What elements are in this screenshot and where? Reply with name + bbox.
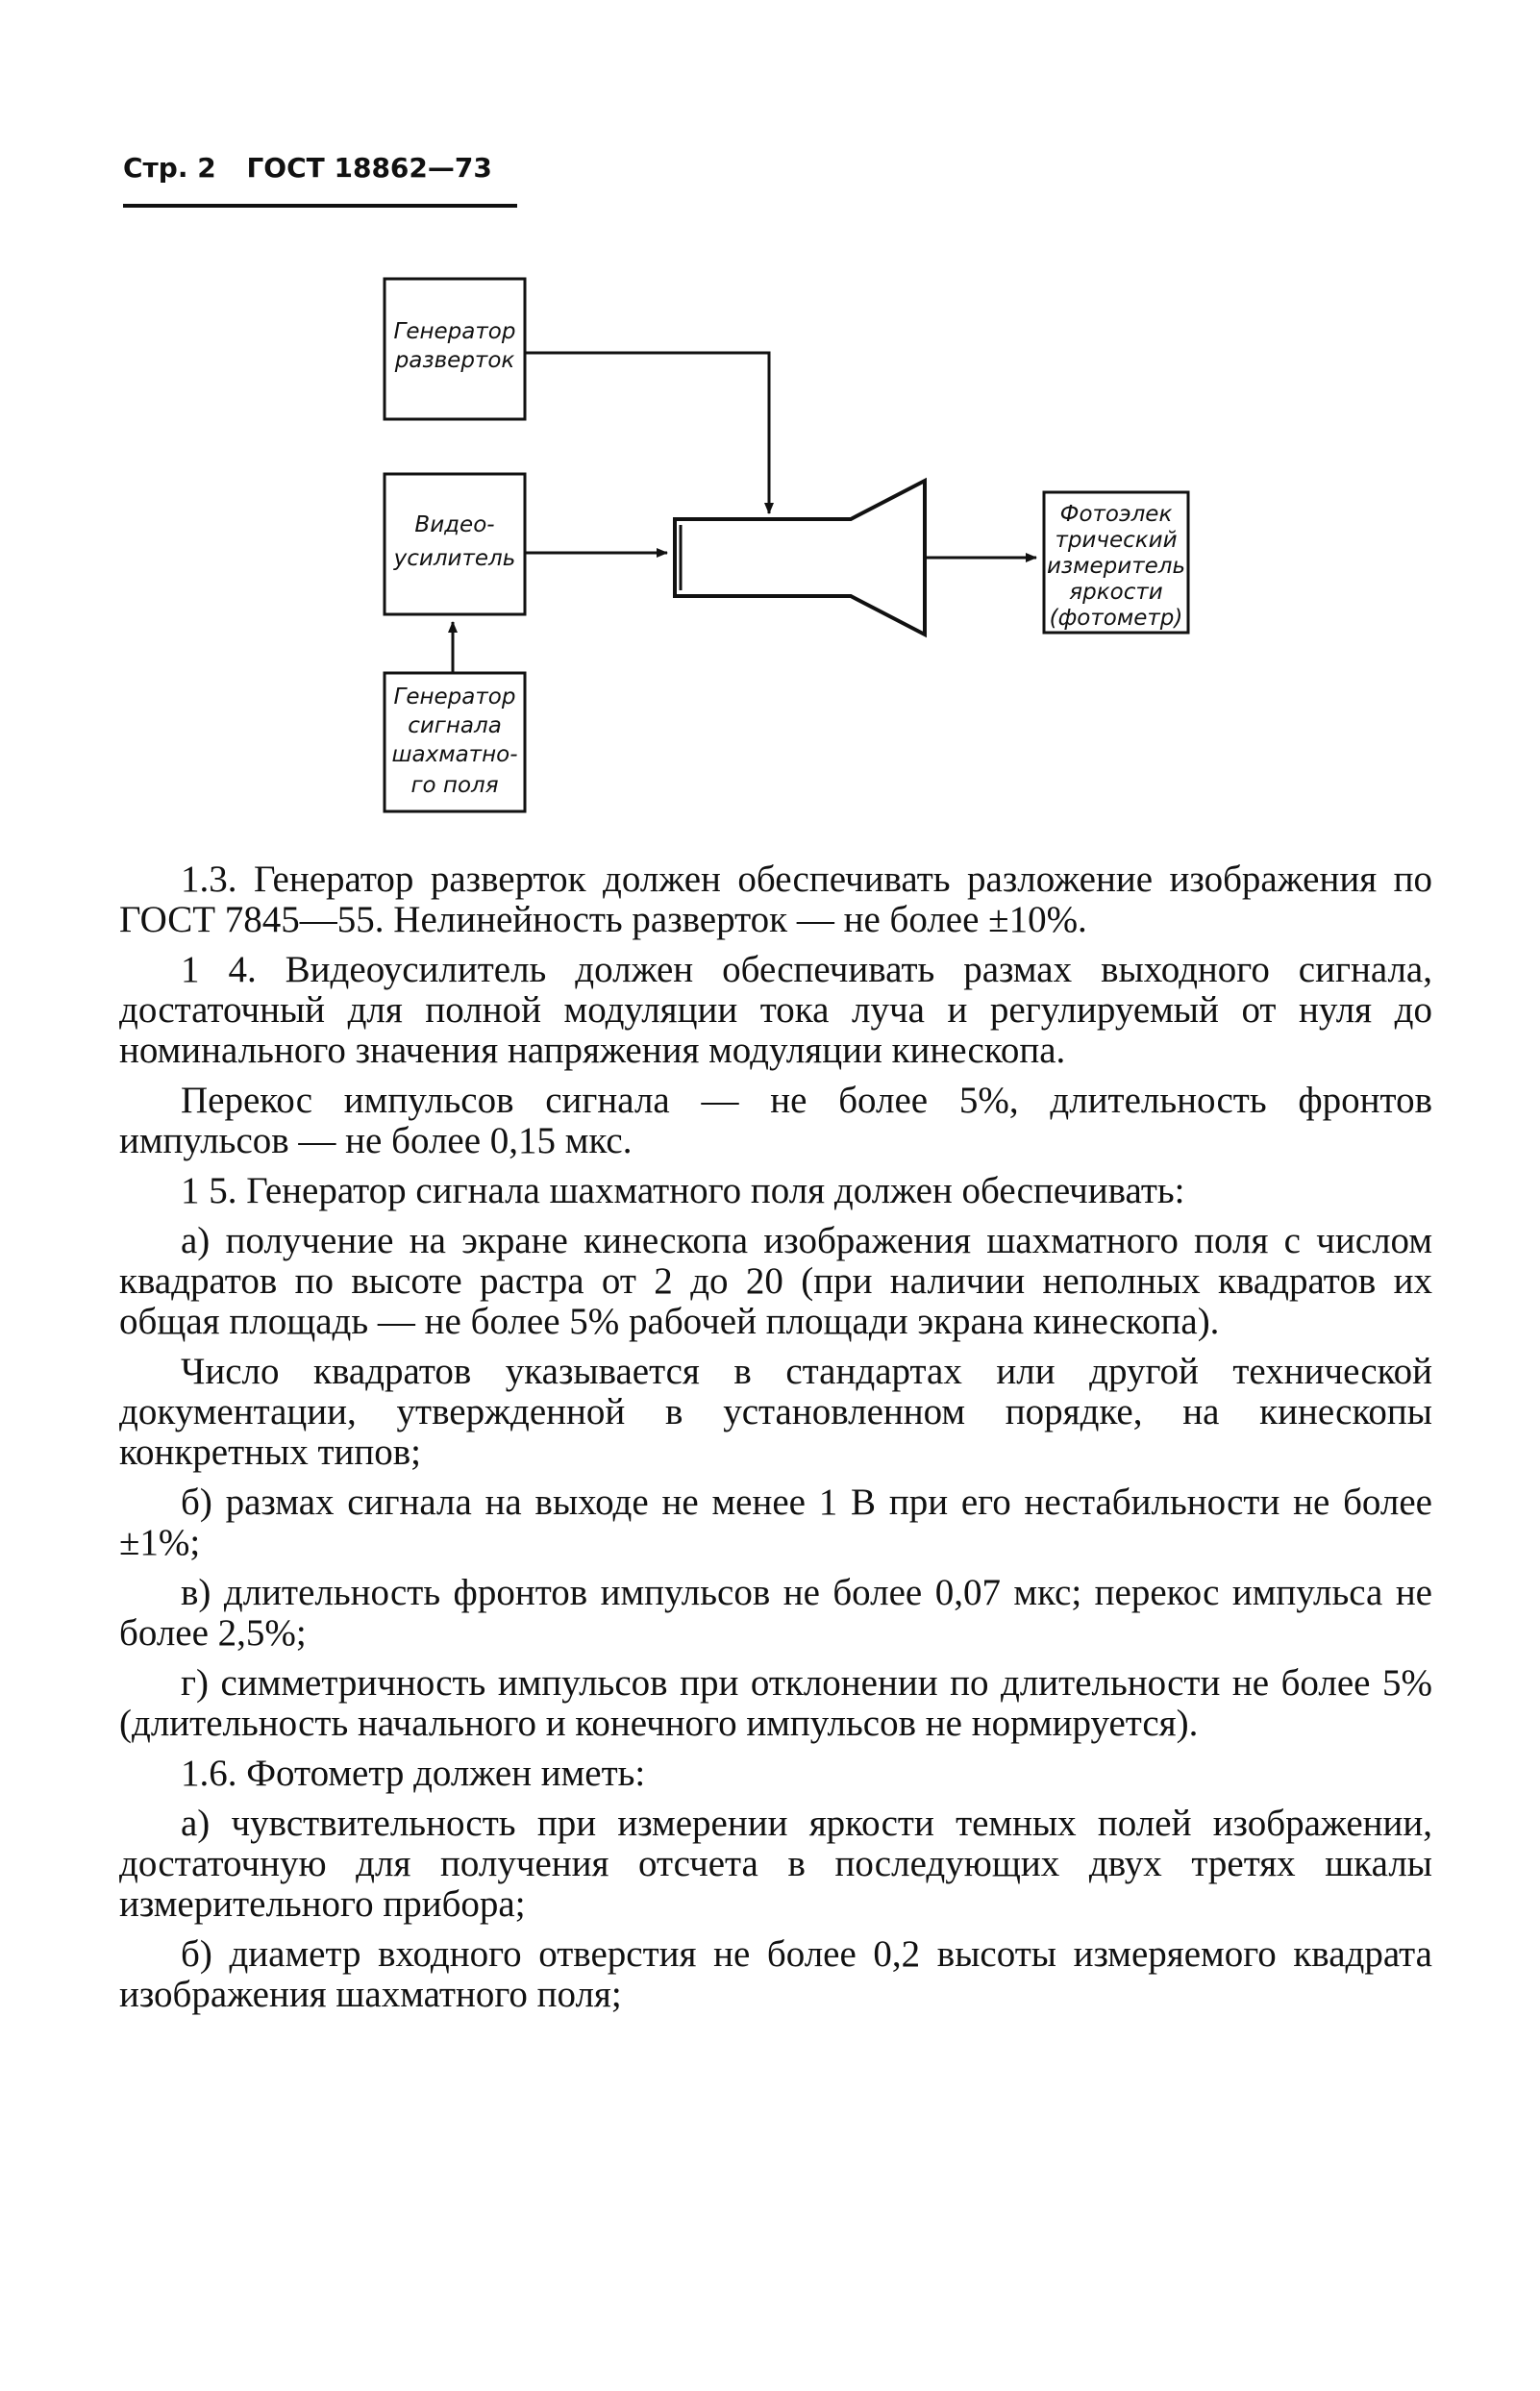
checker-generator-line-3: шахматно-	[391, 742, 518, 767]
standard-number: ГОСТ 18862—73	[246, 152, 492, 184]
video-amplifier-line-1: Видео-	[414, 512, 495, 537]
scan-generator-line-1: Генератор	[393, 319, 516, 344]
paragraph: Перекос импульсов сигнала — не более 5%, длительность фронтов импульсов — не более 0,15 мкс.	[119, 1080, 1432, 1161]
paragraph: г) симметричность импульсов при отклонении по длительности не более 5% (длительность начального и конечного импульсов не нормируется).	[119, 1662, 1432, 1744]
scan-to-tube-connector	[525, 353, 769, 513]
photometer-line-5: (фотометр)	[1049, 606, 1183, 631]
video-amplifier-block	[385, 474, 525, 614]
paragraph: 1.3. Генератор разверток должен обеспечивать разложение изображения по ГОСТ 7845—55. Нелинейность разверток — не более ±10%.	[119, 859, 1432, 940]
checker-generator-line-4: го поля	[410, 773, 499, 798]
block-diagram	[0, 0, 1540, 836]
photometer-line-1: Фотоэлек	[1059, 502, 1173, 527]
paragraph: а) чувствительность при измерении яркости темных полей изображении, достаточную для получения отсчета в последующих двух третях шкалы измерительного прибора;	[119, 1803, 1432, 1925]
scan-generator-block	[385, 279, 525, 419]
paragraph: б) диаметр входного отверстия не более 0,2 высоты измеряемого квадрата изображения шахматного поля;	[119, 1933, 1432, 2015]
checker-generator-line-1: Генератор	[393, 685, 516, 710]
photometer-block	[1044, 492, 1188, 633]
paragraph: б) размах сигнала на выходе не менее 1 В при его нестабильности не более ±1%;	[119, 1482, 1432, 1563]
photometer-line-2: трический	[1055, 528, 1178, 553]
paragraph: Число квадратов указывается в стандартах или другой технической документации, утвержденной в установленном порядке, на кинескопы конкретных типов;	[119, 1351, 1432, 1473]
paragraph: в) длительность фронтов импульсов не более 0,07 мкс; перекос импульса не более 2,5%;	[119, 1572, 1432, 1654]
paragraph: а) получение на экране кинескопа изображения шахматного поля с числом квадратов по высоте растра от 2 до 20 (при наличии неполных квадратов их общая площадь — не более 5% рабочей площади экрана кинескопа).	[119, 1220, 1432, 1342]
document-body	[119, 859, 1432, 2025]
paragraph: 1.6. Фотометр должен иметь:	[181, 1753, 646, 1794]
paragraph: 1 5. Генератор сигнала шахматного поля должен обеспечивать:	[181, 1170, 1185, 1211]
video-amplifier-line-2: усилитель	[393, 546, 516, 571]
picture-tube-symbol	[675, 481, 925, 635]
page-number: Стр. 2	[123, 152, 216, 184]
photometer-line-3: измеритель	[1046, 554, 1186, 579]
paragraph: 1 4. Видеоусилитель должен обеспечивать размах выходного сигнала, достаточный для полной модуляции тока луча и регулируемый от нуля до номинального значения напряжения модуляции кинескопа.	[119, 949, 1432, 1071]
photometer-line-4: яркости	[1069, 580, 1163, 605]
checker-generator-line-2: сигнала	[408, 713, 502, 738]
scan-generator-line-2: разверток	[394, 348, 515, 373]
checker-generator-block	[385, 673, 525, 811]
